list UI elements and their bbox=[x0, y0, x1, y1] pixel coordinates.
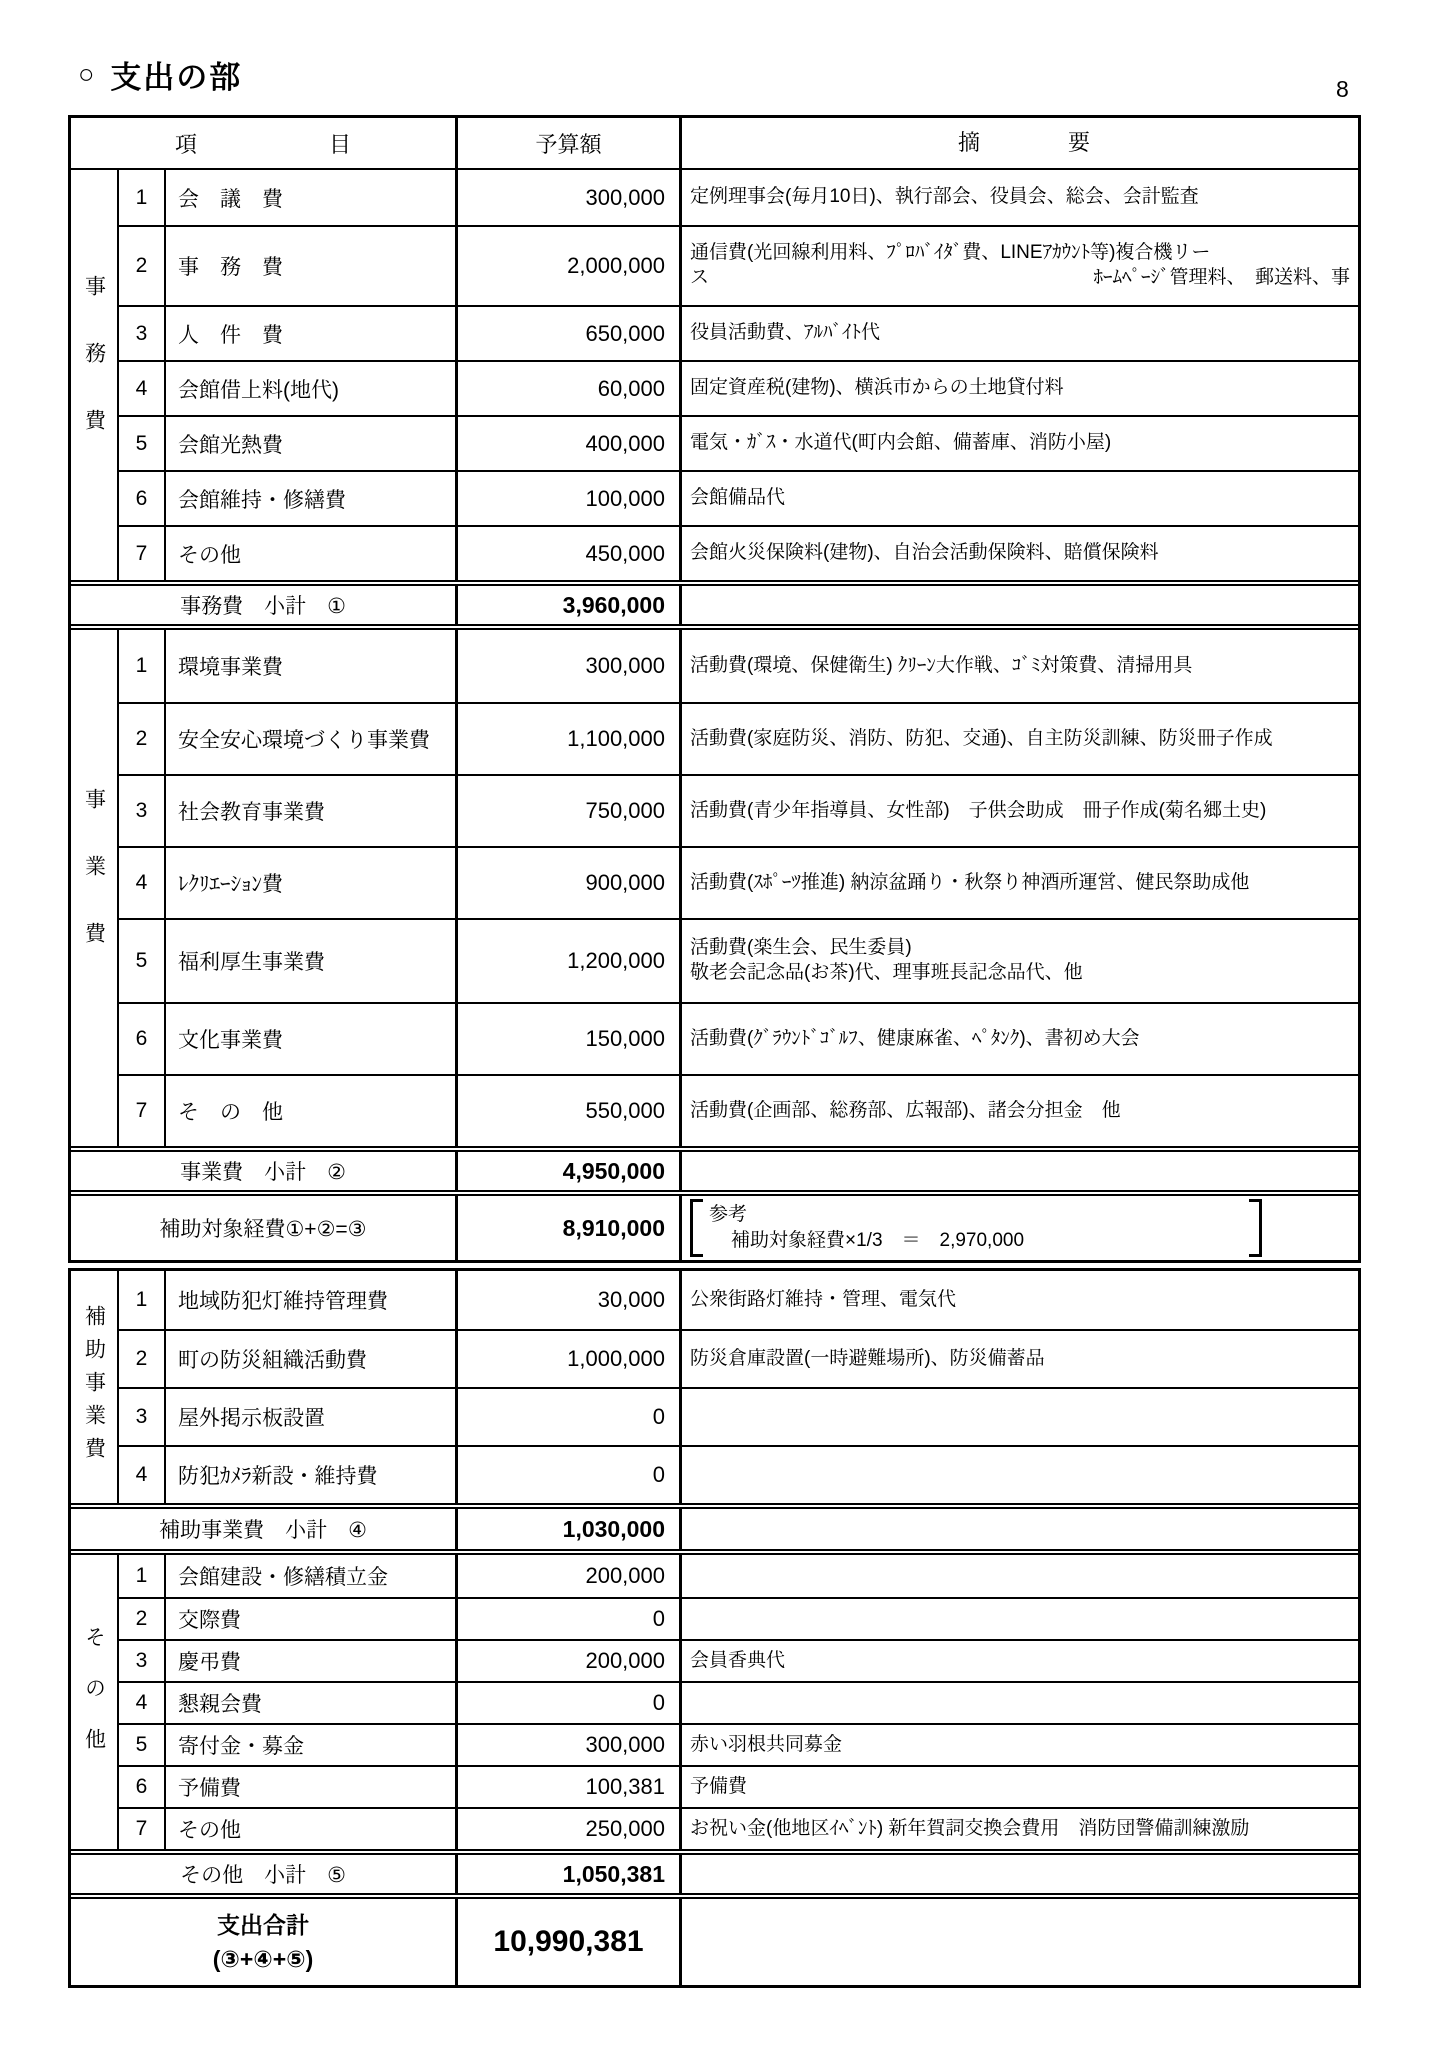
subtotal-row-subsidized bbox=[71, 1503, 1358, 1549]
item-name: 社会教育事業費 bbox=[166, 776, 458, 846]
remark-text bbox=[682, 1389, 1358, 1445]
subtotal-row-office bbox=[71, 580, 1358, 624]
budget-amount: 0 bbox=[458, 1683, 682, 1723]
grand-total-label-line2: (③+④+⑤) bbox=[212, 1946, 314, 1972]
item-name: 懇親会費 bbox=[166, 1683, 458, 1723]
reference-note bbox=[690, 1199, 1262, 1257]
budget-amount: 900,000 bbox=[458, 848, 682, 918]
budget-amount: 300,000 bbox=[458, 630, 682, 702]
budget-amount: 750,000 bbox=[458, 776, 682, 846]
table-row bbox=[119, 774, 1358, 846]
remark-text: 活動費(ｸﾞﾗｳﾝﾄﾞｺﾞﾙﾌ、健康麻雀、ﾍﾟﾀﾝｸ)、書初め大会 bbox=[690, 1027, 1140, 1049]
row-number: 7 bbox=[119, 1076, 166, 1146]
item-name: その他 bbox=[166, 1809, 458, 1849]
table-row bbox=[119, 1002, 1358, 1074]
table-row bbox=[119, 360, 1358, 415]
subtotal-row-project bbox=[71, 1146, 1358, 1190]
table-row bbox=[119, 1445, 1358, 1503]
remark-text: 赤い羽根共同募金 bbox=[690, 1733, 843, 1755]
table-row bbox=[119, 1329, 1358, 1387]
circle-marker-icon: ○ bbox=[78, 59, 95, 89]
item-name: 会館維持・修繕費 bbox=[166, 472, 458, 525]
remark-text: 役員活動費、ｱﾙﾊﾞｲﾄ代 bbox=[690, 322, 881, 344]
subtotal-label: その他 小計 ⑤ bbox=[71, 1855, 458, 1893]
subsidy-eligible-total-row bbox=[71, 1190, 1358, 1260]
table-row bbox=[119, 1597, 1358, 1639]
row-number: 5 bbox=[119, 920, 166, 1002]
subtotal-amount: 4,950,000 bbox=[458, 1152, 682, 1190]
item-name: その他 bbox=[166, 527, 458, 580]
subsidy-total-label: 補助対象経費①+②=③ bbox=[71, 1196, 458, 1260]
remark-text bbox=[682, 1599, 1358, 1639]
budget-amount: 550,000 bbox=[458, 1076, 682, 1146]
table-row bbox=[119, 1271, 1358, 1329]
budget-amount: 400,000 bbox=[458, 417, 682, 470]
budget-amount: 650,000 bbox=[458, 307, 682, 360]
budget-amount: 200,000 bbox=[458, 1641, 682, 1681]
table-row bbox=[119, 1555, 1358, 1597]
item-name: そ の 他 bbox=[166, 1076, 458, 1146]
subtotal-label: 事務費 小計 ① bbox=[71, 586, 458, 624]
table-row bbox=[119, 702, 1358, 774]
row-number: 4 bbox=[119, 1683, 166, 1723]
grand-total-amount: 10,990,381 bbox=[458, 1899, 682, 1985]
group-label-cell bbox=[71, 1555, 119, 1849]
table-header-row bbox=[71, 118, 1358, 168]
item-name: 会館建設・修繕積立金 bbox=[166, 1555, 458, 1597]
budget-amount: 300,000 bbox=[458, 170, 682, 225]
column-header-budget: 予算額 bbox=[458, 118, 682, 168]
item-name: 事 務 費 bbox=[166, 227, 458, 305]
item-name: 交際費 bbox=[166, 1599, 458, 1639]
expenditure-table-main bbox=[68, 115, 1361, 1263]
expenditure-table-supplementary bbox=[68, 1268, 1361, 1988]
row-number: 1 bbox=[119, 1555, 166, 1597]
row-number: 7 bbox=[119, 1809, 166, 1849]
budget-amount: 300,000 bbox=[458, 1725, 682, 1765]
remark-text bbox=[682, 1555, 1358, 1597]
row-number: 3 bbox=[119, 776, 166, 846]
row-number: 3 bbox=[119, 1641, 166, 1681]
remark-empty bbox=[682, 586, 1358, 624]
document-title bbox=[78, 52, 242, 97]
row-number: 3 bbox=[119, 307, 166, 360]
row-number: 5 bbox=[119, 1725, 166, 1765]
table-row bbox=[119, 1387, 1358, 1445]
row-number: 4 bbox=[119, 848, 166, 918]
remark-line2: 敬老会記念品(お茶)代、理事班長記念品代、他 bbox=[690, 962, 1083, 983]
budget-amount: 200,000 bbox=[458, 1555, 682, 1597]
budget-amount: 1,100,000 bbox=[458, 704, 682, 774]
remark-empty bbox=[682, 1899, 1358, 1985]
group-label: 補助事業費 bbox=[82, 1304, 106, 1470]
remark-text: 活動費(企画部、総務部、広報部)、諸会分担金 他 bbox=[690, 1099, 1121, 1121]
table-row bbox=[119, 1723, 1358, 1765]
table-row bbox=[119, 1639, 1358, 1681]
item-name: 町の防災組織活動費 bbox=[166, 1331, 458, 1387]
budget-amount: 2,000,000 bbox=[458, 227, 682, 305]
row-number: 1 bbox=[119, 1271, 166, 1329]
column-header-item: 項 目 bbox=[71, 118, 458, 168]
remark-text bbox=[682, 1683, 1358, 1723]
item-name: 会 議 費 bbox=[166, 170, 458, 225]
budget-amount: 450,000 bbox=[458, 527, 682, 580]
row-number: 2 bbox=[119, 704, 166, 774]
row-number: 4 bbox=[119, 1447, 166, 1503]
remark-text: 公衆街路灯維持・管理、電気代 bbox=[690, 1288, 957, 1310]
item-name: 会館光熱費 bbox=[166, 417, 458, 470]
section-subsidized-projects bbox=[71, 1271, 1358, 1503]
budget-amount: 60,000 bbox=[458, 362, 682, 415]
remark-empty bbox=[682, 1509, 1358, 1549]
remark-empty bbox=[682, 1855, 1358, 1893]
budget-amount: 250,000 bbox=[458, 1809, 682, 1849]
remark-text: 活動費(青少年指導員、女性部) 子供会助成 冊子作成(菊名郷土史) bbox=[690, 799, 1267, 821]
remark-line2-right: ﾎｰﾑﾍﾟｰｼﾞ管理料、 郵送料、事 bbox=[1093, 267, 1350, 288]
row-number: 7 bbox=[119, 527, 166, 580]
item-name: 慶弔費 bbox=[166, 1641, 458, 1681]
table-row bbox=[119, 470, 1358, 525]
table-row bbox=[119, 918, 1358, 1002]
table-row bbox=[119, 1765, 1358, 1807]
subtotal-label: 事業費 小計 ② bbox=[71, 1152, 458, 1190]
remark-text: 定例理事会(毎月10日)、執行部会、役員会、総会、会計監査 bbox=[690, 186, 1199, 208]
item-name: 寄付金・募金 bbox=[166, 1725, 458, 1765]
budget-amount: 1,200,000 bbox=[458, 920, 682, 1002]
remark-text: 固定資産税(建物)、横浜市からの土地貸付料 bbox=[690, 377, 1064, 399]
subtotal-row-other bbox=[71, 1849, 1358, 1893]
item-name: 安全安心環境づくり事業費 bbox=[166, 704, 458, 774]
reference-note-title: 参考 bbox=[709, 1204, 748, 1226]
remark-text: 活動費(家庭防災、消防、防犯、交通)、自主防災訓練、防災冊子作成 bbox=[690, 727, 1273, 749]
item-name: 文化事業費 bbox=[166, 1004, 458, 1074]
remark-text bbox=[682, 227, 1358, 305]
item-name: 人 件 費 bbox=[166, 307, 458, 360]
budget-amount: 100,381 bbox=[458, 1767, 682, 1807]
row-number: 2 bbox=[119, 1599, 166, 1639]
table-row bbox=[119, 630, 1358, 702]
remark-empty bbox=[682, 1152, 1358, 1190]
group-label-cell bbox=[71, 1271, 119, 1503]
column-header-remarks: 摘 要 bbox=[957, 129, 1090, 155]
row-number: 3 bbox=[119, 1389, 166, 1445]
remark-line2 bbox=[690, 266, 1350, 291]
table-row bbox=[119, 1681, 1358, 1723]
left-bracket-icon bbox=[690, 1199, 703, 1257]
subtotal-amount: 3,960,000 bbox=[458, 586, 682, 624]
reference-note-body: 補助対象経費×1/3 ＝ 2,970,000 bbox=[731, 1230, 1025, 1251]
remark-text: 予備費 bbox=[690, 1775, 748, 1797]
remark-wrap-char: ス bbox=[690, 267, 710, 288]
page-number: 8 bbox=[1336, 76, 1349, 102]
remark-text: 会館火災保険料(建物)、自治会活動保険料、賠償保険料 bbox=[690, 542, 1159, 564]
grand-total-label-line1: 支出合計 bbox=[217, 1911, 309, 1938]
remark-text bbox=[682, 1447, 1358, 1503]
item-name: 地域防犯灯維持管理費 bbox=[166, 1271, 458, 1329]
remark-line1: 通信費(光回線利用料、ﾌﾟﾛﾊﾞｲﾀﾞ費、LINEｱｶｳﾝﾄ等)複合機リー bbox=[690, 242, 1211, 264]
remark-text: 防災倉庫設置(一時避難場所)、防災備蓄品 bbox=[690, 1347, 1045, 1369]
table-row bbox=[119, 525, 1358, 580]
budget-amount: 100,000 bbox=[458, 472, 682, 525]
section-other-expenses bbox=[71, 1549, 1358, 1849]
subtotal-amount: 1,030,000 bbox=[458, 1509, 682, 1549]
group-label-cell bbox=[71, 630, 119, 1146]
right-bracket-icon bbox=[1249, 1199, 1262, 1257]
row-number: 6 bbox=[119, 1767, 166, 1807]
remark-text: 活動費(ｽﾎﾟｰﾂ推進) 納涼盆踊り・秋祭り神酒所運営、健民祭助成他 bbox=[690, 871, 1250, 893]
remark-text bbox=[682, 920, 1358, 1002]
group-label-cell bbox=[71, 170, 119, 580]
row-number: 4 bbox=[119, 362, 166, 415]
group-label: 事務費 bbox=[82, 274, 106, 476]
row-number: 1 bbox=[119, 170, 166, 225]
item-name: 会館借上料(地代) bbox=[166, 362, 458, 415]
table-row bbox=[119, 415, 1358, 470]
row-number: 6 bbox=[119, 472, 166, 525]
remark-text: 電気・ｶﾞｽ・水道代(町内会館、備蓄庫、消防小屋) bbox=[690, 432, 1112, 454]
budget-amount: 1,000,000 bbox=[458, 1331, 682, 1387]
grand-total-row bbox=[71, 1893, 1358, 1985]
item-name: 予備費 bbox=[166, 1767, 458, 1807]
reference-note-cell bbox=[682, 1196, 1358, 1260]
budget-amount: 30,000 bbox=[458, 1271, 682, 1329]
item-name: 防犯ｶﾒﾗ新設・維持費 bbox=[166, 1447, 458, 1503]
budget-amount: 0 bbox=[458, 1447, 682, 1503]
item-name: 福利厚生事業費 bbox=[166, 920, 458, 1002]
subtotal-amount: 1,050,381 bbox=[458, 1855, 682, 1893]
table-row bbox=[119, 225, 1358, 305]
table-row bbox=[119, 1807, 1358, 1849]
group-label: 事業費 bbox=[82, 787, 106, 989]
item-name: 環境事業費 bbox=[166, 630, 458, 702]
row-number: 2 bbox=[119, 227, 166, 305]
page-title: 支出の部 bbox=[110, 60, 243, 95]
remark-text: 会員香典代 bbox=[690, 1649, 786, 1671]
remark-text: 会館備品代 bbox=[690, 487, 786, 509]
table-row bbox=[119, 170, 1358, 225]
group-label: その他 bbox=[82, 1625, 106, 1779]
budget-amount: 0 bbox=[458, 1389, 682, 1445]
subtotal-label: 補助事業費 小計 ④ bbox=[71, 1509, 458, 1549]
remark-line1: 活動費(楽生会、民生委員) bbox=[690, 937, 912, 959]
remark-text: お祝い金(他地区ｲﾍﾞﾝﾄ) 新年賀詞交換会費用 消防団警備訓練激励 bbox=[690, 1817, 1250, 1839]
section-project-expenses bbox=[71, 624, 1358, 1146]
table-row bbox=[119, 305, 1358, 360]
row-number: 6 bbox=[119, 1004, 166, 1074]
subsidy-total-amount: 8,910,000 bbox=[458, 1196, 682, 1260]
budget-amount: 150,000 bbox=[458, 1004, 682, 1074]
item-name: ﾚｸﾘｴｰｼｮﾝ費 bbox=[166, 848, 458, 918]
section-office-expenses bbox=[71, 168, 1358, 580]
grand-total-label bbox=[71, 1899, 458, 1985]
budget-amount: 0 bbox=[458, 1599, 682, 1639]
table-row bbox=[119, 846, 1358, 918]
table-row bbox=[119, 1074, 1358, 1146]
row-number: 1 bbox=[119, 630, 166, 702]
item-name: 屋外掲示板設置 bbox=[166, 1389, 458, 1445]
row-number: 2 bbox=[119, 1331, 166, 1387]
row-number: 5 bbox=[119, 417, 166, 470]
remark-text: 活動費(環境、保健衛生) ｸﾘｰﾝ大作戦、ｺﾞﾐ対策費、清掃用具 bbox=[690, 654, 1193, 676]
